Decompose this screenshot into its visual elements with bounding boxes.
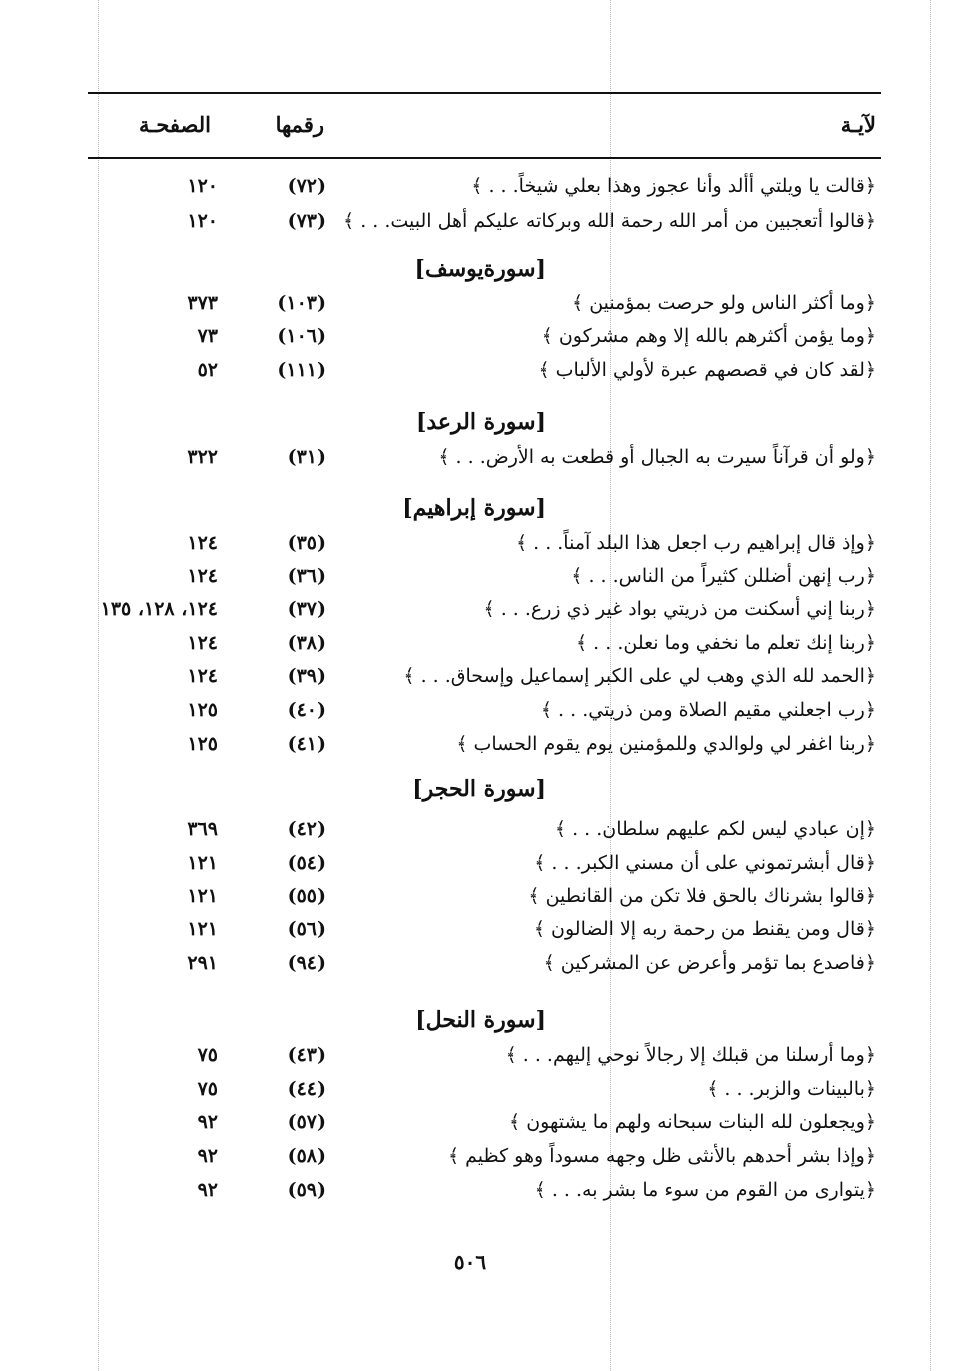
index-row bbox=[0, 948, 956, 978]
index-row bbox=[0, 355, 956, 385]
ayah-text: ﴿فاصدع بما تؤمر وأعرض عن المشركين ﴾ bbox=[543, 952, 876, 974]
page-reference: ١٢١ bbox=[187, 885, 218, 907]
index-row bbox=[0, 914, 956, 944]
index-row bbox=[0, 814, 956, 844]
ayah-text: ﴿ربنا إنك تعلم ما نخفي وما نعلن. . . ﴾ bbox=[575, 632, 876, 654]
ayah-text: ﴿إن عبادي ليس لكم عليهم سلطان. . . ﴾ bbox=[554, 818, 876, 840]
ayah-text: ﴿قالوا بشرناك بالحق فلا تكن من القانطين ﴾ bbox=[528, 885, 876, 907]
surah-heading: [سورةيوسف] bbox=[414, 256, 546, 282]
index-row bbox=[0, 695, 956, 725]
ayah-number: (٤٤) bbox=[287, 1078, 326, 1100]
index-row bbox=[0, 206, 956, 236]
ayah-text: ﴿وما يؤمن أكثرهم بالله إلا وهم مشركون ﴾ bbox=[541, 325, 876, 347]
page-reference: ٣٦٩ bbox=[187, 818, 218, 840]
ayah-text: ﴿ربنا إني أسكنت من ذريتي بواد غير ذي زرع. . . ﴾ bbox=[483, 598, 876, 620]
ayah-number: (٤٠) bbox=[287, 699, 326, 721]
ayah-number: (١٠٣) bbox=[277, 292, 326, 314]
header-ayah: لآيـة bbox=[840, 112, 876, 137]
ayah-number: (٥٦) bbox=[287, 918, 326, 940]
ayah-number: (٣٩) bbox=[287, 665, 326, 687]
page-reference: ٢٩١ bbox=[187, 952, 218, 974]
header-top-rule bbox=[88, 92, 881, 94]
ayah-number: (٣١) bbox=[287, 446, 326, 468]
surah-heading: [سورة إبراهيم] bbox=[402, 495, 546, 521]
page-reference: ٧٥ bbox=[197, 1044, 218, 1066]
page-reference: ٩٢ bbox=[197, 1145, 218, 1167]
ayah-number: (٣٧) bbox=[287, 598, 326, 620]
ayah-text: ﴿قالت يا ويلتي أألد وأنا عجوز وهذا بعلي شيخاً. . . ﴾ bbox=[471, 175, 876, 197]
surah-heading: [سورة الحجر] bbox=[412, 776, 546, 802]
page-reference: ١٢٤ bbox=[187, 532, 218, 554]
page-reference: ١٢٠ bbox=[187, 175, 218, 197]
page-reference: ٧٥ bbox=[197, 1078, 218, 1100]
ayah-text: ﴿بالبينات والزبر. . . ﴾ bbox=[707, 1078, 876, 1100]
index-row bbox=[0, 1141, 956, 1171]
ayah-text: ﴿قال ومن يقنط من رحمة ربه إلا الضالون ﴾ bbox=[533, 918, 876, 940]
page-reference: ١٢٥ bbox=[187, 733, 218, 755]
ayah-text: ﴿الحمد لله الذي وهب لي على الكبر إسماعيل وإسحاق. . . ﴾ bbox=[403, 665, 876, 687]
index-row bbox=[0, 321, 956, 351]
ayah-text: ﴿قال أبشرتموني على أن مسني الكبر. . . ﴾ bbox=[534, 852, 876, 874]
header-page: الصفحـة bbox=[138, 112, 211, 137]
ayah-number: (٥٤) bbox=[287, 852, 326, 874]
ayah-number: (١٠٦) bbox=[277, 325, 326, 347]
page-reference: ٣٧٣ bbox=[187, 292, 218, 314]
ayah-number: (٧٣) bbox=[287, 210, 326, 232]
page-reference: ٩٢ bbox=[197, 1111, 218, 1133]
header-bottom-rule bbox=[88, 157, 881, 159]
ayah-number: (٤٢) bbox=[287, 818, 326, 840]
index-row bbox=[0, 171, 956, 201]
ayah-text: ﴿لقد كان في قصصهم عبرة لأولي الألباب ﴾ bbox=[538, 359, 876, 381]
ayah-text: ﴿وإذ قال إبراهيم رب اجعل هذا البلد آمناً. . . ﴾ bbox=[515, 532, 876, 554]
page-reference: ٧٣ bbox=[197, 325, 218, 347]
ayah-number: (٥٥) bbox=[287, 885, 326, 907]
page-reference: ١٢٤ bbox=[187, 632, 218, 654]
ayah-number: (٤١) bbox=[287, 733, 326, 755]
page-reference: ١٢٤، ١٢٨، ١٣٥ bbox=[100, 598, 218, 620]
ayah-number: (٥٩) bbox=[287, 1179, 326, 1201]
ayah-text: ﴿رب اجعلني مقيم الصلاة ومن ذريتي. . . ﴾ bbox=[540, 699, 876, 721]
ayah-text: ﴿وإذا بشر أحدهم بالأنثى ظل وجهه مسوداً وهو كظيم ﴾ bbox=[447, 1145, 876, 1167]
ayah-number: (٣٥) bbox=[287, 532, 326, 554]
page-reference: ١٢١ bbox=[187, 918, 218, 940]
ayah-number: (٥٨) bbox=[287, 1145, 326, 1167]
ayah-number: (٧٢) bbox=[287, 175, 326, 197]
index-row bbox=[0, 628, 956, 658]
index-row bbox=[0, 1074, 956, 1104]
ayah-number: (٣٨) bbox=[287, 632, 326, 654]
index-row bbox=[0, 594, 956, 624]
surah-heading: [سورة الرعد] bbox=[415, 409, 546, 435]
page-reference: ٣٢٢ bbox=[187, 446, 218, 468]
ayah-number: (٥٧) bbox=[287, 1111, 326, 1133]
ayah-text: ﴿ربنا اغفر لي ولوالدي وللمؤمنين يوم يقوم الحساب ﴾ bbox=[456, 733, 876, 755]
ayah-number: (٤٣) bbox=[287, 1044, 326, 1066]
index-row bbox=[0, 661, 956, 691]
ayah-text: ﴿وما أكثر الناس ولو حرصت بمؤمنين ﴾ bbox=[572, 292, 876, 314]
page-reference: ٥٢ bbox=[197, 359, 218, 381]
index-row bbox=[0, 1175, 956, 1205]
page-number: ٥٠٦ bbox=[453, 1250, 487, 1274]
ayah-number: (٩٤) bbox=[287, 952, 326, 974]
ayah-number: (١١١) bbox=[277, 359, 326, 381]
index-row bbox=[0, 288, 956, 318]
page-reference: ١٢٤ bbox=[187, 565, 218, 587]
index-row bbox=[0, 442, 956, 472]
page-reference: ١٢٤ bbox=[187, 665, 218, 687]
index-row bbox=[0, 729, 956, 759]
ayah-text: ﴿ولو أن قرآناً سيرت به الجبال أو قطعت به الأرض. . . ﴾ bbox=[438, 446, 876, 468]
header-number: رقمها bbox=[275, 112, 324, 137]
ayah-text: ﴿ويجعلون لله البنات سبحانه ولهم ما يشتهون ﴾ bbox=[509, 1111, 876, 1133]
page-reference: ١٢١ bbox=[187, 852, 218, 874]
ayah-text: ﴿قالوا أتعجبين من أمر الله رحمة الله وبركاته عليكم أهل البيت. . . ﴾ bbox=[343, 210, 876, 232]
page-reference: ١٢٥ bbox=[187, 699, 218, 721]
page-reference: ١٢٠ bbox=[187, 210, 218, 232]
page-reference: ٩٢ bbox=[197, 1179, 218, 1201]
ayah-text: ﴿يتوارى من القوم من سوء ما بشر به. . . ﴾ bbox=[534, 1179, 876, 1201]
ayah-number: (٣٦) bbox=[287, 565, 326, 587]
index-row bbox=[0, 561, 956, 591]
ayah-text: ﴿رب إنهن أضللن كثيراً من الناس. . . ﴾ bbox=[571, 565, 876, 587]
index-row bbox=[0, 528, 956, 558]
index-row bbox=[0, 1107, 956, 1137]
index-row bbox=[0, 848, 956, 878]
index-row bbox=[0, 881, 956, 911]
ayah-text: ﴿وما أرسلنا من قبلك إلا رجالاً نوحي إليهم. . . ﴾ bbox=[505, 1044, 876, 1066]
index-row bbox=[0, 1040, 956, 1070]
surah-heading: [سورة النحل] bbox=[415, 1007, 546, 1033]
